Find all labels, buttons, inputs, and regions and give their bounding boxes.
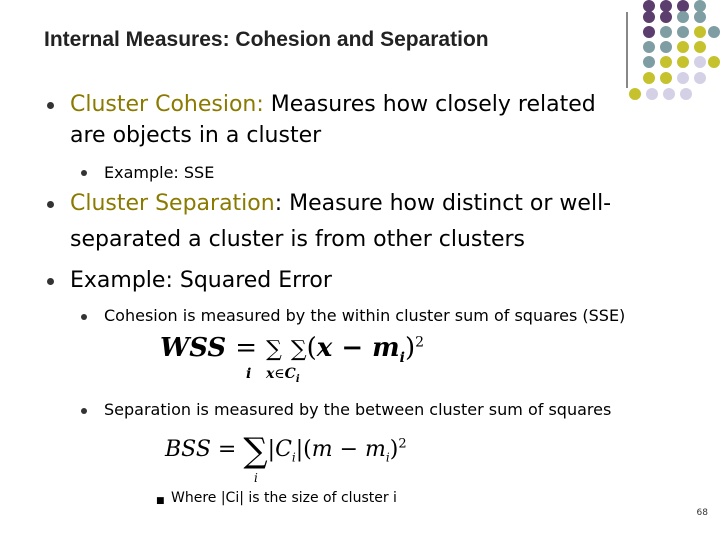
dot-teal bbox=[677, 26, 689, 38]
bullet-marker bbox=[81, 408, 87, 414]
dot-lavender bbox=[677, 72, 689, 84]
square-bullet-marker: ■ bbox=[156, 496, 165, 506]
cluster-size-note: Where |Ci| is the size of cluster i bbox=[171, 490, 397, 506]
bss-formula-subscript: i bbox=[254, 471, 258, 485]
slide-title: Internal Measures: Cohesion and Separation bbox=[44, 28, 489, 51]
bullet-cohesion-line1 bbox=[70, 90, 596, 120]
dot-lavender bbox=[694, 56, 706, 68]
separation-measure-text: Separation is measured by the between cluster sum of squares bbox=[104, 400, 612, 419]
bullet-marker bbox=[47, 278, 54, 285]
dot-purple bbox=[643, 26, 655, 38]
wss-formula-subscript: i $x\in C_i$ bbox=[246, 366, 300, 385]
dot-teal bbox=[660, 41, 672, 53]
separation-definition: : Measure how distinct or well- bbox=[274, 191, 612, 216]
bullet-separation-line1 bbox=[70, 189, 611, 219]
dot-lavender bbox=[680, 88, 692, 100]
cohesion-measure-text: Cohesion is measured by the within cluster sum of squares (SSE) bbox=[104, 306, 626, 325]
dot-lavender bbox=[646, 88, 658, 100]
bullet-marker bbox=[81, 314, 87, 320]
divider-line bbox=[626, 12, 628, 88]
page-number: 68 bbox=[696, 508, 708, 518]
separation-term: Cluster Separation bbox=[70, 191, 275, 216]
dot-yellow bbox=[708, 56, 720, 68]
cohesion-definition: Measures how closely related bbox=[263, 92, 596, 117]
dot-yellow bbox=[660, 56, 672, 68]
bullet-cohesion-line2: are objects in a cluster bbox=[70, 123, 322, 148]
dot-teal bbox=[643, 41, 655, 53]
dot-yellow bbox=[694, 41, 706, 53]
dot-yellow bbox=[629, 88, 641, 100]
dot-teal bbox=[677, 11, 689, 23]
bullet-marker bbox=[47, 102, 54, 109]
dot-yellow bbox=[677, 41, 689, 53]
bullet-separation-line2: separated a cluster is from other clusters bbox=[70, 227, 526, 252]
dot-teal bbox=[643, 56, 655, 68]
dot-teal bbox=[708, 26, 720, 38]
dot-yellow bbox=[643, 72, 655, 84]
example-heading: Example: Squared Error bbox=[70, 268, 332, 293]
dot-teal bbox=[660, 26, 672, 38]
bullet-marker bbox=[81, 170, 87, 176]
bss-formula: BSS = $\sum|C_i|(m - m_i)^2$ bbox=[165, 431, 407, 471]
dot-purple bbox=[643, 11, 655, 23]
dot-purple bbox=[660, 11, 672, 23]
cohesion-example: Example: SSE bbox=[104, 163, 215, 182]
bullet-marker bbox=[47, 201, 54, 208]
dot-lavender bbox=[663, 88, 675, 100]
dot-teal bbox=[694, 11, 706, 23]
cohesion-term: Cluster Cohesion: bbox=[70, 92, 264, 117]
wss-formula: WSS = ∑ $\sum(x - m_i)^2$ bbox=[160, 333, 425, 367]
dot-yellow bbox=[677, 56, 689, 68]
dot-lavender bbox=[694, 72, 706, 84]
dot-yellow bbox=[660, 72, 672, 84]
dot-yellow bbox=[694, 26, 706, 38]
